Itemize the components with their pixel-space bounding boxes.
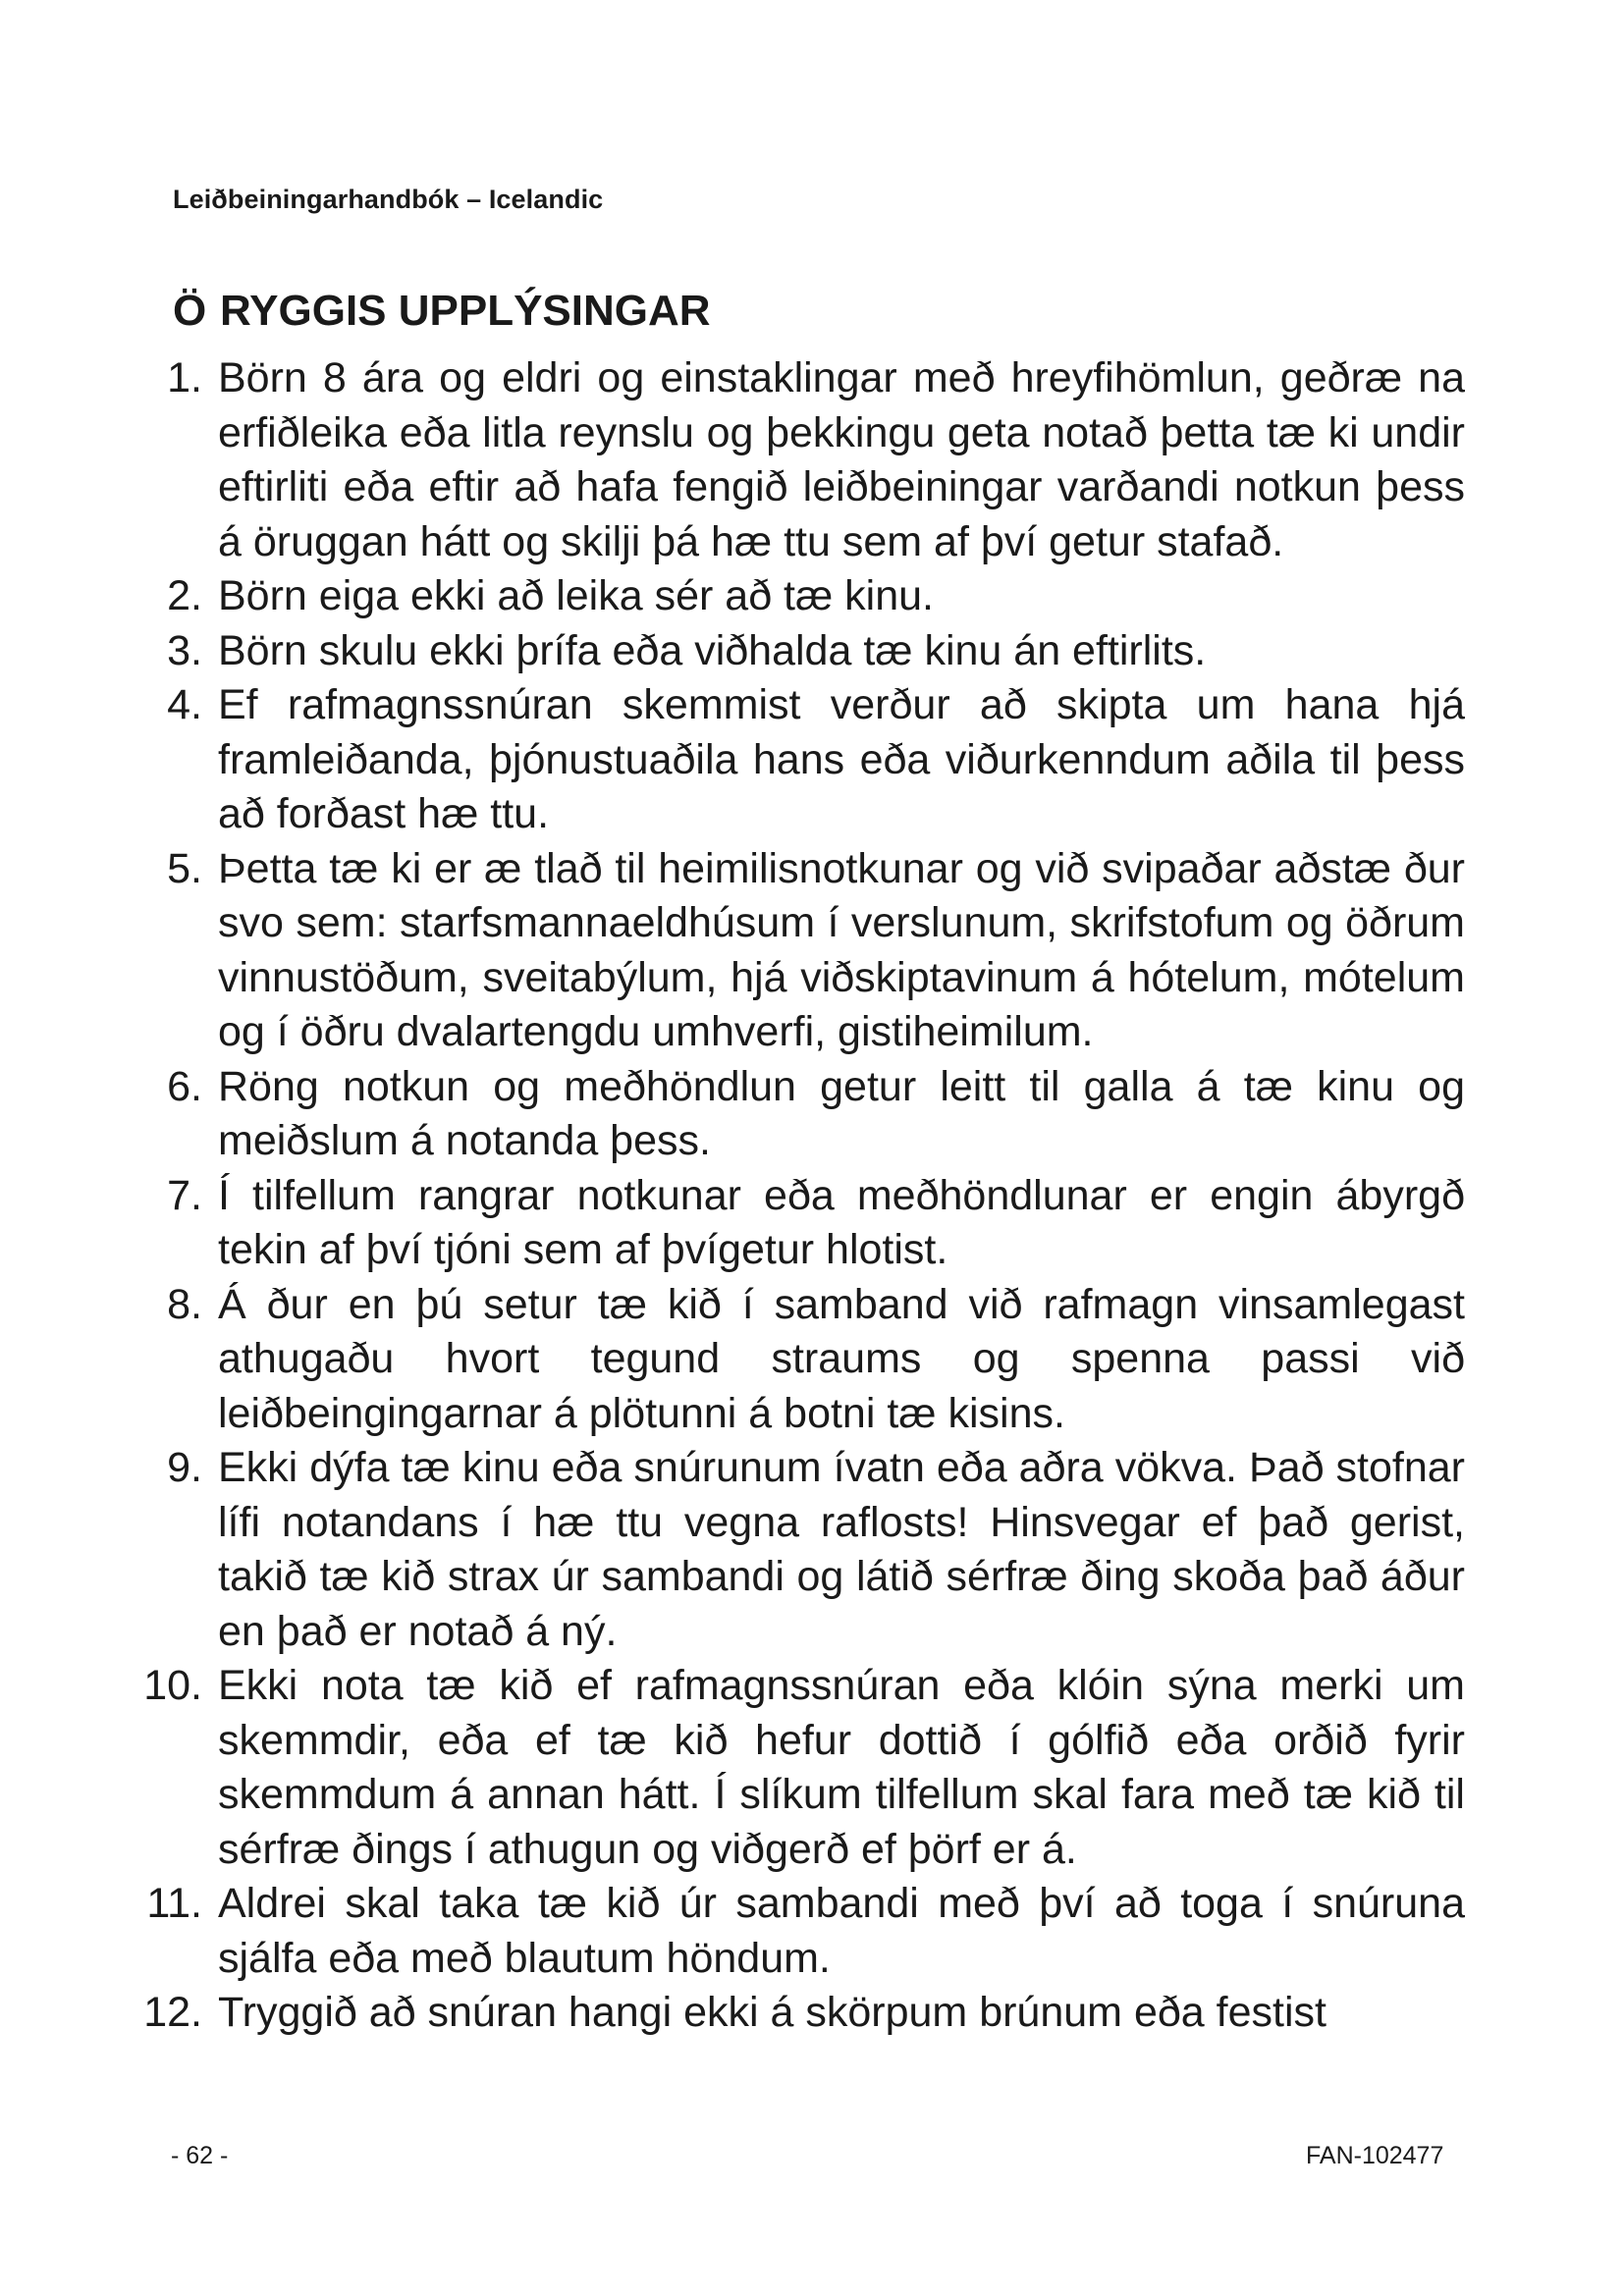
list-item — [0, 569, 1624, 624]
item-number: 5. — [167, 844, 202, 892]
section-title — [173, 287, 711, 336]
item-text: Ekki dýfa tæ kinu eða snúrunum ívatn eða aðra vökva. Það stofnar lífi notandans í hæ ttu vegna raflosts! Hinsvegar ef það gerist, takið tæ kið strax úr sambandi og látið sérfræ ðing skoða það áður en það er notað á ný. — [218, 1444, 1465, 1655]
document-code: FAN-102477 — [1306, 2142, 1444, 2169]
list-item — [0, 351, 1624, 569]
safety-instructions-list — [0, 351, 1624, 2041]
item-number: 3. — [167, 626, 202, 674]
item-number: 7. — [167, 1171, 202, 1219]
section-title-text: RYGGIS UPPLÝSINGAR — [220, 287, 711, 335]
list-item — [0, 1169, 1624, 1278]
item-text: Á ður en þú setur tæ kið í samband við rafmagn vinsamlegast athugaðu hvort tegund straums og spenna passi við leiðbeingingarnar á plötunni á botni tæ kisins. — [218, 1280, 1465, 1437]
list-item — [0, 842, 1624, 1060]
item-text: Ef rafmagnssnúran skemmist verður að skipta um hana hjá framleiðanda, þjónustuaðila hans eða viðurkenndum aðila til þess að forðast hæ ttu. — [218, 681, 1465, 837]
list-item — [0, 1441, 1624, 1659]
item-text: Börn eiga ekki að leika sér að tæ kinu. — [218, 572, 935, 619]
item-text: Þetta tæ ki er æ tlað til heimilisnotkunar og við svipaðar aðstæ ður svo sem: starfsmannaeldhúsum í verslunum, skrifstofum og öðrum vinnustöðum, sveitabýlum, hjá viðskiptavinum á hótelum, mótelum og í öðru dvalartengdu umhverfi, gistiheimilum. — [218, 844, 1465, 1055]
list-item — [0, 1278, 1624, 1442]
item-number: 11. — [146, 1880, 202, 1927]
list-item — [0, 1877, 1624, 1986]
item-number: 10. — [143, 1662, 202, 1709]
item-text: Í tilfellum rangrar notkunar eða meðhöndlunar er engin ábyrgð tekin af því tjóni sem af þvígetur hlotist. — [218, 1171, 1465, 1273]
item-number: 8. — [167, 1280, 202, 1328]
item-text: Börn skulu ekki þrífa eða viðhalda tæ kinu án eftirlits. — [218, 626, 1207, 674]
item-number: 4. — [167, 681, 202, 728]
list-item — [0, 1659, 1624, 1877]
list-item — [0, 1060, 1624, 1169]
list-item — [0, 624, 1624, 679]
document-header: Leiðbeiningarhandbók – Icelandic — [173, 185, 604, 214]
item-number: 1. — [167, 354, 202, 401]
item-text: Aldrei skal taka tæ kið úr sambandi með því að toga í snúruna sjálfa eða með blautum höndum. — [218, 1880, 1465, 1982]
item-number: 2. — [167, 572, 202, 619]
list-item — [0, 1986, 1624, 2041]
item-text: Börn 8 ára og eldri og einstaklingar með hreyfihömlun, geðræ na erfiðleika eða litla reynslu og þekkingu geta notað þetta tæ ki undir eftirliti eða eftir að hafa fengið leiðbeiningar varðandi notkun þess á öruggan hátt og skilji þá hæ ttu sem af því getur stafað. — [218, 354, 1465, 565]
page-number: - 62 - — [171, 2142, 229, 2169]
list-item — [0, 678, 1624, 842]
item-text: Ekki nota tæ kið ef rafmagnssnúran eða klóin sýna merki um skemmdir, eða ef tæ kið hefur dottið í gólfið eða orðið fyrir skemmdum á annan hátt. Í slíkum tilfellum skal fara með tæ kið til sérfræ ðings í athugun og viðgerð ef þörf er á. — [218, 1662, 1465, 1873]
item-text: Tryggið að snúran hangi ekki á skörpum brúnum eða festist — [218, 1989, 1326, 2036]
section-title-letter: Ö — [173, 287, 207, 335]
item-text: Röng notkun og meðhöndlun getur leitt til galla á tæ kinu og meiðslum á notanda þess. — [218, 1062, 1465, 1164]
item-number: 12. — [143, 1989, 202, 2036]
item-number: 6. — [167, 1062, 202, 1110]
item-number: 9. — [167, 1444, 202, 1491]
